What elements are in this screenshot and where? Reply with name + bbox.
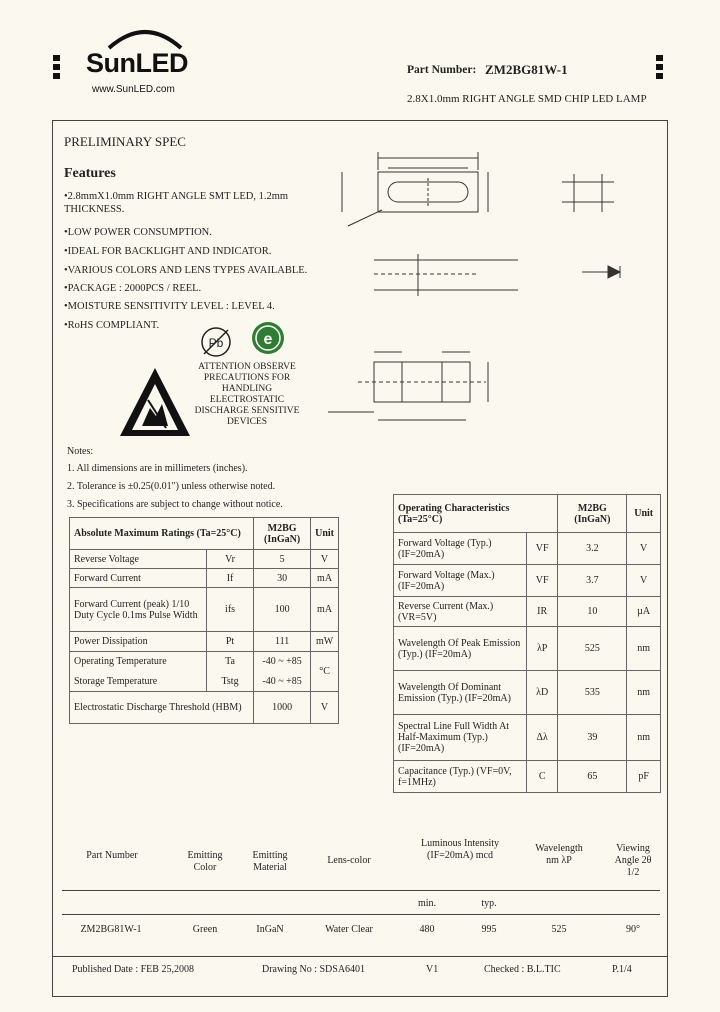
table-cell: 10 [558,597,627,627]
row-lens-color: Water Clear [325,924,373,935]
table-row [70,652,339,672]
feature-item: •IDEAL FOR BACKLIGHT AND INDICATOR. [64,246,272,257]
table-cell: 5 [254,550,311,569]
table-cell: 100 [254,588,311,632]
table-cell: Spectral Line Full Width At Half-Maximum (Typ.) (IF=20mA) [394,715,527,761]
footer-divider [52,956,668,957]
esd-warning-text: ATTENTION OBSERVE PRECAUTIONS FOR HANDLING ELECTROSTATIC DISCHARGE SENSITIVE DEVICES [194,362,300,427]
table-cell: C [527,761,558,793]
version: V1 [426,964,439,975]
table-cell: Wavelength Of Dominant Emission (Typ.) (IF=20mA) [394,671,527,715]
col-header-wavelength: Wavelength nm λP [535,843,583,866]
table-divider [62,890,660,891]
checked-by: Checked : B.L.TIC [484,964,561,975]
page-number: P.1/4 [612,964,632,975]
row-emitting-material: InGaN [256,924,284,935]
table-cell: 535 [558,671,627,715]
table-row [394,761,661,793]
brand-logo: SunLED [86,48,188,78]
feature-item: •RoHS COMPLIANT. [64,320,160,331]
table-row [394,597,661,627]
spec-title: PRELIMINARY SPEC [64,134,186,149]
note-item: 2. Tolerance is ±0.25(0.01") unless otherwise noted. [67,481,276,492]
col-header-viewing-angle: Viewing Angle 2θ 1/2 [614,843,652,878]
esd-warning-icon [118,364,192,440]
table-cell: Tstg [207,672,254,692]
pb-free-icon [196,322,236,362]
table-cell: 3.2 [558,533,627,565]
row-viewing-angle: 90° [626,924,640,935]
table-cell: V [627,565,661,597]
part-number-label: Part Number: [407,64,477,76]
notes-title: Notes: [67,446,94,457]
table-cell: nm [627,671,661,715]
table-row [394,533,661,565]
table-cell: 1000 [254,692,311,724]
drawing-number: Drawing No : SDSA6401 [262,964,366,975]
logo-arc-icon [105,24,185,50]
features-title: Features [64,166,116,181]
corner-mark [656,55,663,61]
table-cell: λD [527,671,558,715]
table-cell: VF [527,533,558,565]
col-header-part-number: Part Number [86,850,138,861]
feature-item: •MOISTURE SENSITIVITY LEVEL : LEVEL 4. [64,301,275,312]
col-header-lens-color: Lens-color [327,855,371,866]
table-header-cell: Absolute Maximum Ratings (Ta=25°C) [70,518,254,550]
row-intensity-typ: 995 [481,924,497,935]
row-wavelength: 525 [551,924,567,935]
table-cell: Ta [207,652,254,672]
corner-mark [656,73,663,79]
table-cell: 30 [254,569,311,588]
product-subtitle: 2.8X1.0mm RIGHT ANGLE SMD CHIP LED LAMP [407,93,647,105]
table-row [394,671,661,715]
table-cell: 3.7 [558,565,627,597]
note-item: 1. All dimensions are in millimeters (inches). [67,463,248,474]
table-header-cell: Unit [311,518,339,550]
table-row [70,569,339,588]
table-cell: Δλ [527,715,558,761]
table-cell: VF [527,565,558,597]
row-emitting-color: Green [192,924,218,935]
operating-characteristics-table [393,494,661,793]
table-cell: ifs [207,588,254,632]
corner-mark [53,73,60,79]
col-header-luminous-intensity: Luminous Intensity (IF=20mA) mcd [420,838,500,861]
brand-url[interactable]: www.SunLED.com [92,84,175,95]
table-cell: -40 ~ +85 [254,672,311,692]
table-header-row [394,495,661,533]
table-row [70,550,339,569]
eco-e-icon [248,318,288,358]
table-cell: Electrostatic Discharge Threshold (HBM) [70,692,254,724]
row-intensity-min: 480 [419,924,435,935]
col-header-emitting-material: Emitting Material [252,850,288,873]
table-cell: Operating Temperature [70,652,207,672]
row-part-number: ZM2BG81W-1 [80,924,142,935]
table-cell: V [311,550,339,569]
table-cell: Pt [207,632,254,652]
table-cell: -40 ~ +85 [254,652,311,672]
table-cell: Forward Current [70,569,207,588]
table-header-cell: M2BG (InGaN) [558,495,627,533]
table-row [394,715,661,761]
table-cell: Vr [207,550,254,569]
table-cell: λP [527,627,558,671]
table-cell: Forward Current (peak) 1/10 Duty Cycle 0.1ms Pulse Width [70,588,207,632]
published-date: Published Date : FEB 25,2008 [72,964,194,975]
table-header-cell: Unit [627,495,661,533]
table-cell: If [207,569,254,588]
table-header-row [70,518,339,550]
table-cell: IR [527,597,558,627]
table-cell: Forward Voltage (Typ.) (IF=20mA) [394,533,527,565]
table-cell: Forward Voltage (Max.) (IF=20mA) [394,565,527,597]
table-row [70,588,339,632]
feature-item: •PACKAGE : 2000PCS / REEL. [64,283,202,294]
table-cell: mA [311,588,339,632]
corner-mark [53,55,60,61]
sub-header-min: min. [417,898,437,909]
package-dimension-drawing [318,130,666,448]
table-row [70,672,339,692]
table-header-cell: Operating Characteristics (Ta=25°C) [394,495,558,533]
table-cell: V [627,533,661,565]
table-cell: °C [311,652,339,692]
note-item: 3. Specifications are subject to change without notice. [67,499,283,510]
feature-item: •LOW POWER CONSUMPTION. [64,227,212,238]
table-divider [62,914,660,915]
table-cell: Power Dissipation [70,632,207,652]
table-cell: 525 [558,627,627,671]
table-cell: nm [627,715,661,761]
col-header-emitting-color: Emitting Color [187,850,223,873]
table-row [70,692,339,724]
part-number: ZM2BG81W-1 [485,62,568,77]
abs-max-ratings-table [69,517,339,724]
table-cell: 65 [558,761,627,793]
table-cell: mA [311,569,339,588]
pb-label: Pb [208,336,224,350]
table-header-cell: M2BG (InGaN) [254,518,311,550]
table-row [394,565,661,597]
table-cell: mW [311,632,339,652]
corner-mark [656,64,663,70]
table-cell: µA [627,597,661,627]
table-cell: V [311,692,339,724]
table-cell: Storage Temperature [70,672,207,692]
table-cell: 39 [558,715,627,761]
corner-mark [53,64,60,70]
table-cell: Wavelength Of Peak Emission (Typ.) (IF=20mA) [394,627,527,671]
sub-header-typ: typ. [481,898,497,909]
table-cell: pF [627,761,661,793]
table-row [70,632,339,652]
table-cell: Capacitance (Typ.) (VF=0V, f=1MHz) [394,761,527,793]
table-row [394,627,661,671]
table-cell: Reverse Current (Max.) (VR=5V) [394,597,527,627]
table-cell: Reverse Voltage [70,550,207,569]
table-cell: 111 [254,632,311,652]
feature-item: •VARIOUS COLORS AND LENS TYPES AVAILABLE. [64,265,308,276]
table-cell: nm [627,627,661,671]
feature-item: •2.8mmX1.0mm RIGHT ANGLE SMT LED, 1.2mm THICKNESS. [64,191,289,215]
e-label: e [263,331,273,348]
